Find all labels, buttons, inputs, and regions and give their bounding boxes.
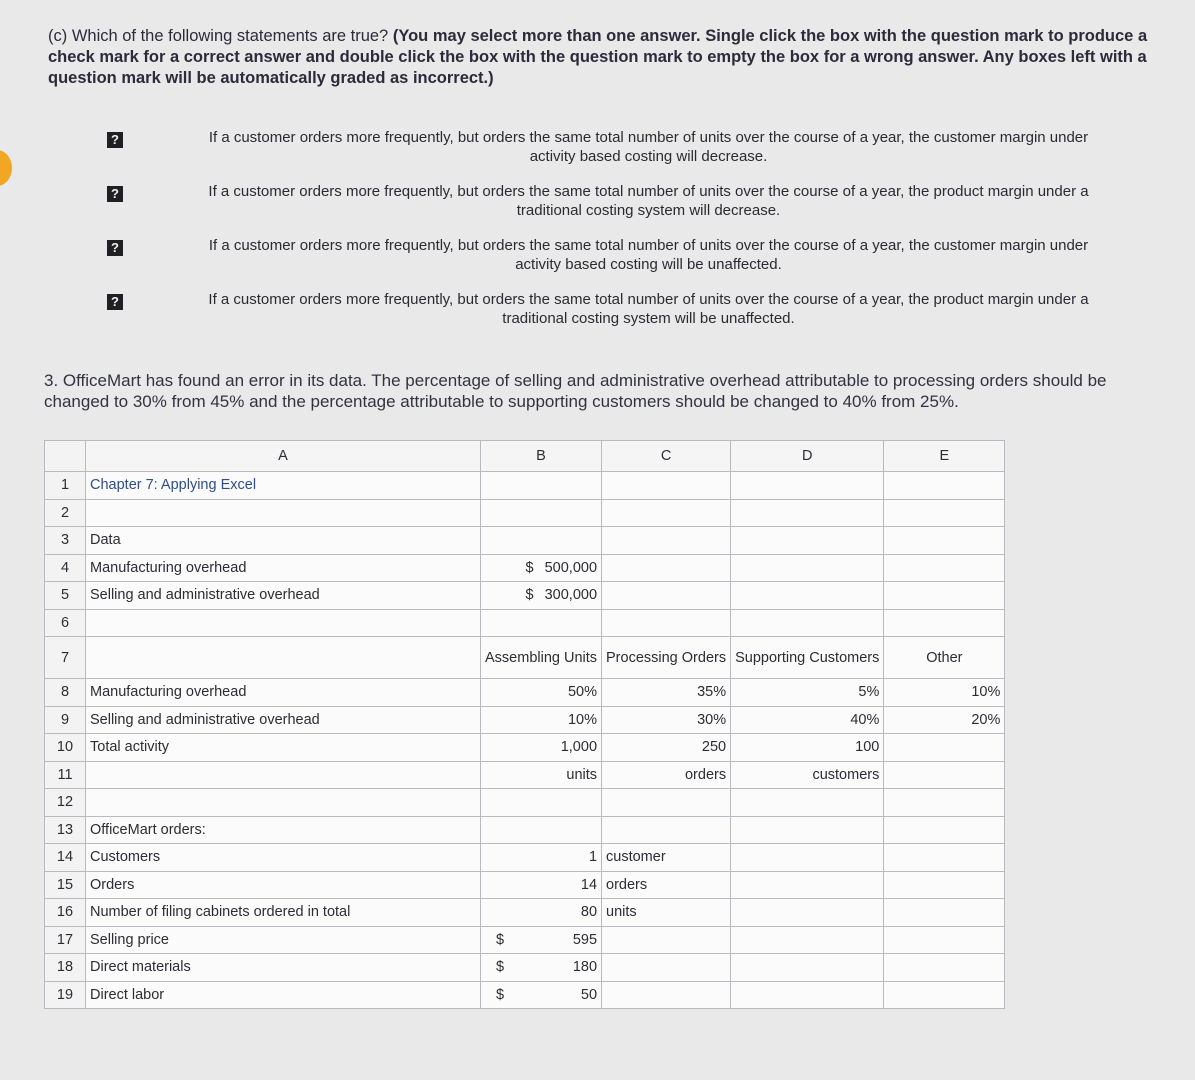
answer-option (100, 182, 1145, 236)
cell-c6[interactable] (602, 609, 731, 637)
cell-e1[interactable] (884, 472, 1005, 500)
cell-e16[interactable] (884, 899, 1005, 927)
row-number: 10 (45, 734, 86, 762)
answer-option (100, 236, 1145, 290)
cell-e11[interactable] (884, 761, 1005, 789)
cell-d5[interactable] (731, 582, 884, 610)
cell-d7[interactable]: Supporting Customers (731, 637, 884, 679)
cell-a1[interactable]: Chapter 7: Applying Excel (86, 472, 481, 500)
cell-e6[interactable] (884, 609, 1005, 637)
spreadsheet (44, 440, 1005, 1009)
cell-a9[interactable]: Selling and administrative overhead (86, 706, 481, 734)
cell-e13[interactable] (884, 816, 1005, 844)
cell-a14[interactable]: Customers (86, 844, 481, 872)
cell-value: 300,000 (544, 587, 598, 604)
row-number: 7 (45, 637, 86, 679)
cell-value: 50 (580, 986, 598, 1003)
table-row (45, 761, 1005, 789)
column-header-a[interactable]: A (86, 441, 481, 472)
cell-c13[interactable] (602, 816, 731, 844)
row-number: 2 (45, 499, 86, 527)
table-row (45, 609, 1005, 637)
cell-b10[interactable]: 1,000 (481, 734, 602, 762)
row-number: 12 (45, 789, 86, 817)
question-instructions-bold: (You may select more than one answer. Single click the box with the question mark to produce a check mark for a correct answer and double click the box with the question mark to empty the box for a wrong answer. Any boxes left with a question mark will be automatically graded as incorrect.) (48, 27, 1148, 87)
cell-d4[interactable] (731, 554, 884, 582)
table-row (45, 954, 1005, 982)
cell-c12[interactable] (602, 789, 731, 817)
cell-c19[interactable] (602, 981, 731, 1009)
table-row (45, 789, 1005, 817)
cell-d17[interactable] (731, 926, 884, 954)
cell-d6[interactable] (731, 609, 884, 637)
cell-a4[interactable]: Manufacturing overhead (86, 554, 481, 582)
question-c-instructions (48, 26, 1173, 89)
row-number: 1 (45, 472, 86, 500)
column-header-d[interactable]: D (731, 441, 884, 472)
cell-e7[interactable]: Other (884, 637, 1005, 679)
cell-e2[interactable] (884, 499, 1005, 527)
answer-option (100, 290, 1145, 344)
table-row (45, 981, 1005, 1009)
cell-e19[interactable] (884, 981, 1005, 1009)
cell-d11[interactable]: customers (731, 761, 884, 789)
option-text (156, 236, 1141, 274)
option-text (156, 128, 1141, 166)
cell-a18[interactable]: Direct materials (86, 954, 481, 982)
row-number: 19 (45, 981, 86, 1009)
cell-c18[interactable] (602, 954, 731, 982)
cell-b18[interactable] (481, 954, 602, 982)
cell-a11[interactable] (86, 761, 481, 789)
cell-d14[interactable] (731, 844, 884, 872)
cell-e14[interactable] (884, 844, 1005, 872)
table-row (45, 844, 1005, 872)
cell-d10[interactable]: 100 (731, 734, 884, 762)
cell-e12[interactable] (884, 789, 1005, 817)
column-header-b[interactable]: B (481, 441, 602, 472)
table-row (45, 554, 1005, 582)
cell-b19[interactable] (481, 981, 602, 1009)
cell-b17[interactable] (481, 926, 602, 954)
row-number: 11 (45, 761, 86, 789)
row-number: 17 (45, 926, 86, 954)
cell-value: 595 (572, 931, 598, 948)
cell-d12[interactable] (731, 789, 884, 817)
cell-a3[interactable]: Data (86, 527, 481, 555)
cell-c3[interactable] (602, 527, 731, 555)
currency-symbol: $ (525, 587, 534, 604)
cell-a6[interactable] (86, 609, 481, 637)
question-mark-checkbox[interactable]: ? (107, 294, 123, 310)
cell-b14[interactable]: 1 (481, 844, 602, 872)
table-row (45, 527, 1005, 555)
cell-d19[interactable] (731, 981, 884, 1009)
option-text (156, 182, 1141, 220)
cell-c14[interactable]: customer (602, 844, 731, 872)
cell-a8[interactable]: Manufacturing overhead (86, 679, 481, 707)
option-line2: traditional costing system will be unaffected. (502, 310, 795, 327)
cell-b13[interactable] (481, 816, 602, 844)
table-row (45, 871, 1005, 899)
cell-a5[interactable]: Selling and administrative overhead (86, 582, 481, 610)
cell-e9[interactable]: 20% (884, 706, 1005, 734)
cell-e5[interactable] (884, 582, 1005, 610)
cell-a10[interactable]: Total activity (86, 734, 481, 762)
cell-c2[interactable] (602, 499, 731, 527)
table-row (45, 734, 1005, 762)
row-number: 4 (45, 554, 86, 582)
row-number: 16 (45, 899, 86, 927)
cell-b16[interactable]: 80 (481, 899, 602, 927)
cell-c7[interactable]: Processing Orders (602, 637, 731, 679)
row-number: 5 (45, 582, 86, 610)
cell-b2[interactable] (481, 499, 602, 527)
row-number: 3 (45, 527, 86, 555)
cell-b9[interactable]: 10% (481, 706, 602, 734)
cell-d2[interactable] (731, 499, 884, 527)
table-row (45, 637, 1005, 679)
row-number: 15 (45, 871, 86, 899)
cell-d8[interactable]: 5% (731, 679, 884, 707)
cell-b8[interactable]: 50% (481, 679, 602, 707)
cell-d1[interactable] (731, 472, 884, 500)
cell-b7[interactable]: Assembling Units (481, 637, 602, 679)
cell-c16[interactable]: units (602, 899, 731, 927)
cell-c10[interactable]: 250 (602, 734, 731, 762)
cell-a13[interactable]: OfficeMart orders: (86, 816, 481, 844)
column-header-c[interactable]: C (602, 441, 731, 472)
corner-cell (45, 441, 86, 472)
cell-c1[interactable] (602, 472, 731, 500)
cell-d3[interactable] (731, 527, 884, 555)
column-header-row (45, 441, 1005, 472)
cell-a19[interactable]: Direct labor (86, 981, 481, 1009)
question-mark-checkbox[interactable]: ? (107, 240, 123, 256)
option-line1: If a customer orders more frequently, but orders the same total number of units over the course of a year, the customer margin under (208, 237, 1089, 254)
answer-options (100, 128, 1145, 344)
table-row (45, 899, 1005, 927)
cell-b5[interactable] (481, 582, 602, 610)
cell-d16[interactable] (731, 899, 884, 927)
cell-a16[interactable]: Number of filing cabinets ordered in total (86, 899, 481, 927)
cell-b12[interactable] (481, 789, 602, 817)
cell-e15[interactable] (884, 871, 1005, 899)
cell-d9[interactable]: 40% (731, 706, 884, 734)
cell-d13[interactable] (731, 816, 884, 844)
cell-c5[interactable] (602, 582, 731, 610)
side-tab-indicator (0, 150, 12, 186)
option-text (156, 290, 1141, 328)
column-header-e[interactable]: E (884, 441, 1005, 472)
option-line1: If a customer orders more frequently, but orders the same total number of units over the course of a year, the product margin under a (208, 291, 1089, 308)
row-number: 8 (45, 679, 86, 707)
option-line2: activity based costing will be unaffected. (515, 256, 782, 273)
table-row (45, 472, 1005, 500)
table-row (45, 499, 1005, 527)
cell-a7[interactable] (86, 637, 481, 679)
table-row (45, 582, 1005, 610)
cell-c15[interactable]: orders (602, 871, 731, 899)
cell-c4[interactable] (602, 554, 731, 582)
cell-b3[interactable] (481, 527, 602, 555)
row-number: 14 (45, 844, 86, 872)
cell-b4[interactable] (481, 554, 602, 582)
currency-symbol: $ (495, 986, 505, 1003)
table-row (45, 816, 1005, 844)
question-mark-checkbox[interactable]: ? (107, 132, 123, 148)
cell-a12[interactable] (86, 789, 481, 817)
cell-a2[interactable] (86, 499, 481, 527)
option-line2: traditional costing system will decrease. (516, 202, 781, 219)
cell-e3[interactable] (884, 527, 1005, 555)
option-line1: If a customer orders more frequently, but orders the same total number of units over the course of a year, the product margin under a (208, 183, 1089, 200)
problem-3-text: 3. OfficeMart has found an error in its data. The percentage of selling and administrative overhead attributable to processing orders should be changed to 30% from 45% and the percentage attributable to supporting customers should be changed to 40% from 25%. (44, 371, 1107, 411)
cell-b11[interactable]: units (481, 761, 602, 789)
option-line2: activity based costing will decrease. (529, 148, 768, 165)
cell-e10[interactable] (884, 734, 1005, 762)
cell-e17[interactable] (884, 926, 1005, 954)
currency-symbol: $ (495, 959, 505, 976)
row-number: 18 (45, 954, 86, 982)
cell-c9[interactable]: 30% (602, 706, 731, 734)
cell-value: 180 (572, 959, 598, 976)
cell-a17[interactable]: Selling price (86, 926, 481, 954)
option-line1: If a customer orders more frequently, but orders the same total number of units over the course of a year, the customer margin under (208, 129, 1089, 146)
cell-b6[interactable] (481, 609, 602, 637)
cell-value: 500,000 (544, 559, 598, 576)
cell-c8[interactable]: 35% (602, 679, 731, 707)
currency-symbol: $ (495, 931, 505, 948)
cell-c11[interactable]: orders (602, 761, 731, 789)
table-row (45, 679, 1005, 707)
table-row (45, 706, 1005, 734)
cell-b15[interactable]: 14 (481, 871, 602, 899)
answer-option (100, 128, 1145, 182)
cell-d15[interactable] (731, 871, 884, 899)
question-mark-checkbox[interactable]: ? (107, 186, 123, 202)
cell-e8[interactable]: 10% (884, 679, 1005, 707)
cell-d18[interactable] (731, 954, 884, 982)
currency-symbol: $ (525, 559, 534, 576)
cell-c17[interactable] (602, 926, 731, 954)
cell-e18[interactable] (884, 954, 1005, 982)
row-number: 6 (45, 609, 86, 637)
cell-a15[interactable]: Orders (86, 871, 481, 899)
question-lead: (c) Which of the following statements are true? (48, 27, 393, 45)
cell-b1[interactable] (481, 472, 602, 500)
table-row (45, 926, 1005, 954)
row-number: 9 (45, 706, 86, 734)
cell-e4[interactable] (884, 554, 1005, 582)
row-number: 13 (45, 816, 86, 844)
